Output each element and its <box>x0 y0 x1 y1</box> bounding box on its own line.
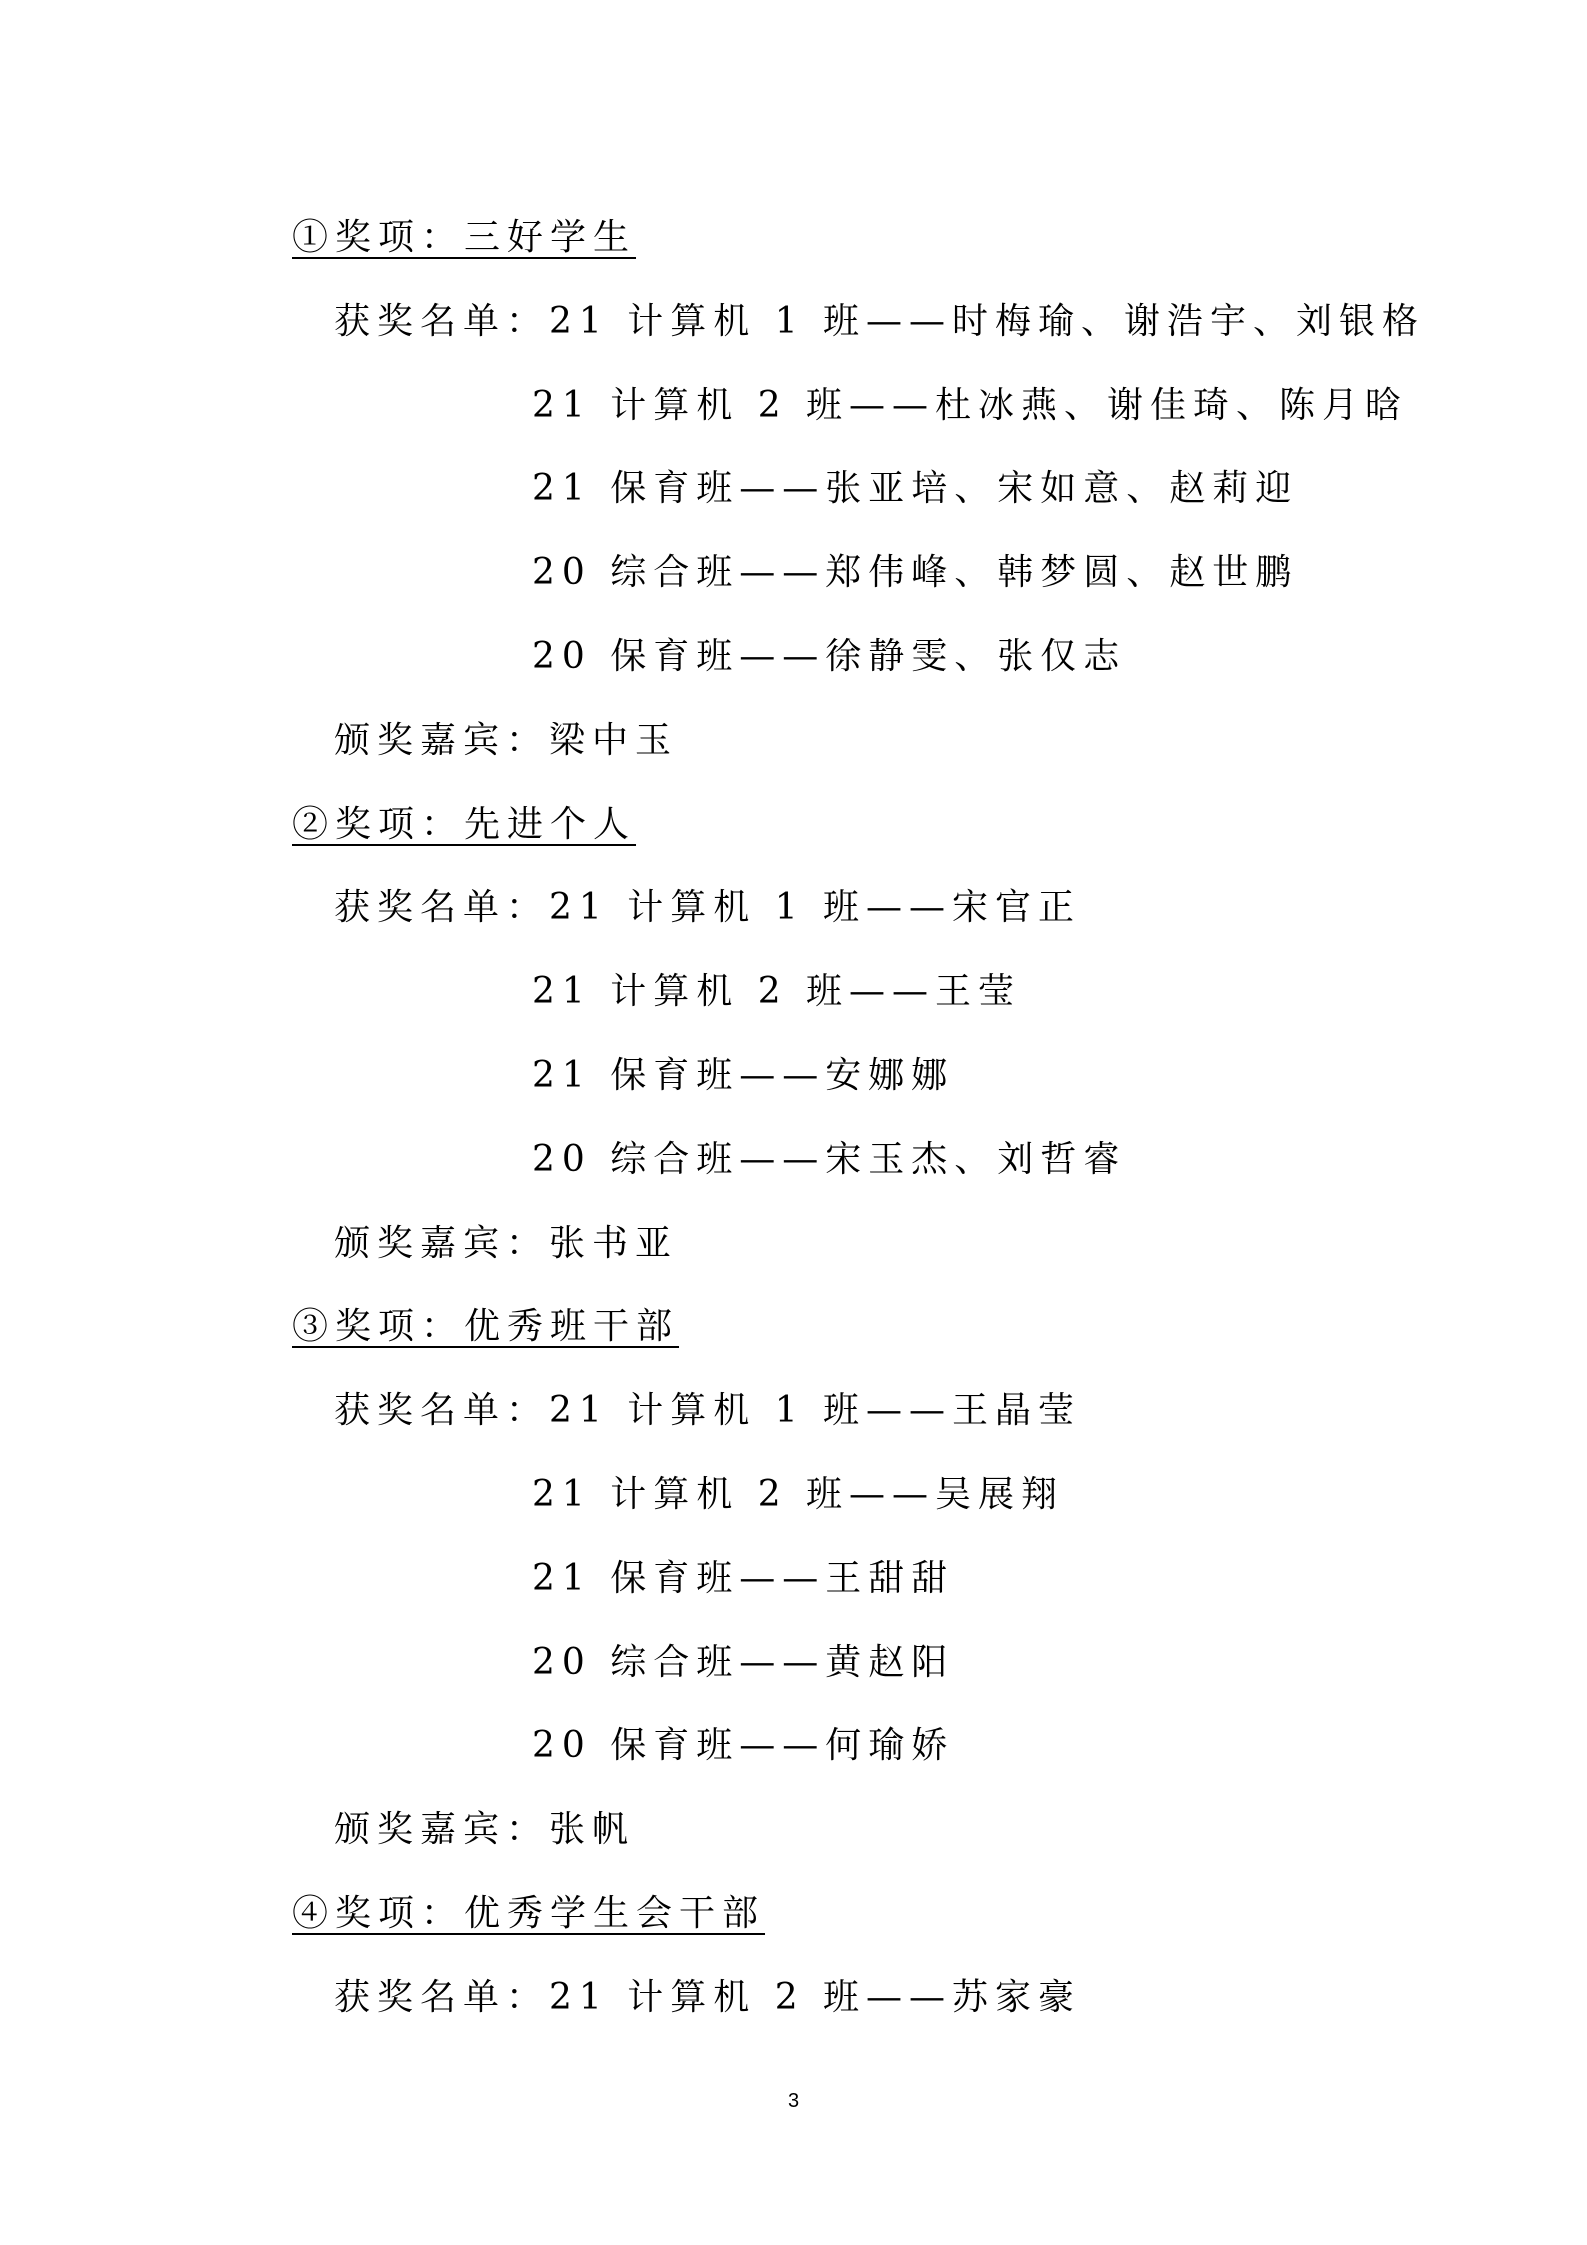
presenter-line: 颁奖嘉宾：张书亚 <box>334 1222 679 1264</box>
presenter-line: 颁奖嘉宾：梁中玉 <box>334 719 679 761</box>
award-heading-3: ③奖项：优秀班干部 <box>292 1306 680 1348</box>
winner-line: 21 计算机 2 班——吴展翔 <box>532 1473 1065 1515</box>
winner-line: 获奖名单：21 计算机 1 班——时梅瑜、谢浩宇、刘银格 <box>334 300 1426 342</box>
winner-line: 21 保育班——王甜甜 <box>532 1557 955 1599</box>
award-heading-2: ②奖项：先进个人 <box>292 803 637 845</box>
winner-line: 20 综合班——宋玉杰、刘哲睿 <box>532 1138 1127 1180</box>
presenter-line: 颁奖嘉宾：张帆 <box>334 1809 636 1851</box>
award-list <box>292 196 1426 2040</box>
winner-line: 20 保育班——何瑜娇 <box>532 1725 955 1767</box>
winner-line: 21 计算机 2 班——杜冰燕、谢佳琦、陈月晗 <box>532 384 1409 426</box>
winner-line: 21 计算机 2 班——王莹 <box>532 971 1022 1013</box>
winner-line: 21 保育班——安娜娜 <box>532 1054 955 1096</box>
award-heading-4: ④奖项：优秀学生会干部 <box>292 1892 766 1934</box>
award-heading-1: ①奖项：三好学生 <box>292 217 637 258</box>
page-number: 3 <box>787 2090 800 2112</box>
winner-line: 20 综合班——黄赵阳 <box>532 1641 955 1683</box>
winner-line: 获奖名单：21 计算机 1 班——宋官正 <box>334 887 1082 929</box>
winner-line: 21 保育班——张亚培、宋如意、赵莉迎 <box>532 468 1299 510</box>
winner-line: 获奖名单：21 计算机 2 班——苏家豪 <box>334 1976 1082 2018</box>
winner-line: 20 综合班——郑伟峰、韩梦圆、赵世鹏 <box>532 552 1299 594</box>
winner-line: 20 保育班——徐静雯、张仅志 <box>532 635 1127 677</box>
winner-line: 获奖名单：21 计算机 1 班——王晶莹 <box>334 1390 1082 1432</box>
